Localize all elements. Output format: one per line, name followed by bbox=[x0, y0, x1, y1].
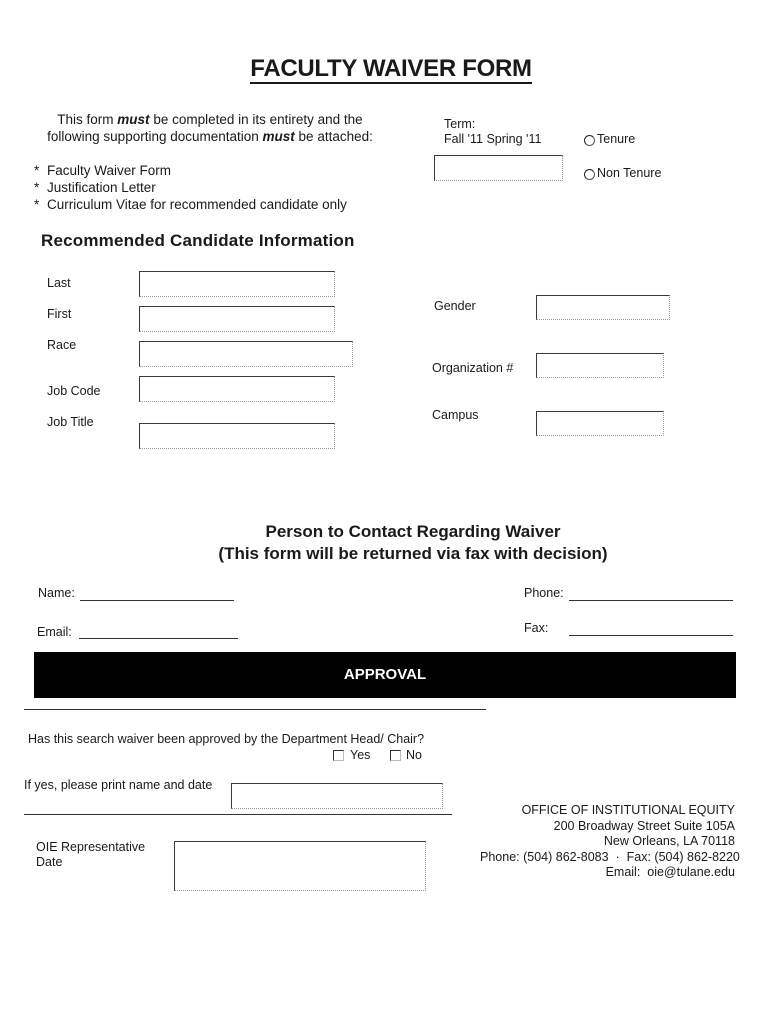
tenure-radio[interactable] bbox=[584, 135, 595, 146]
intro-line-2-pre: following supporting documentation bbox=[47, 129, 263, 144]
job-title-input[interactable] bbox=[139, 423, 335, 449]
oie-representative-label: OIE Representative bbox=[36, 840, 146, 854]
office-email: Email: oie@tulane.edu bbox=[605, 865, 735, 879]
non-tenure-label: Non Tenure bbox=[597, 166, 662, 180]
first-name-label: First bbox=[47, 307, 72, 321]
intro-line-1-post: be completed in its entirety and the bbox=[149, 112, 363, 127]
intro-line-2-post: be attached: bbox=[294, 129, 373, 144]
contact-subheading: (This form will be returned via fax with decision) bbox=[218, 544, 608, 563]
approval-bar: APPROVAL bbox=[34, 652, 736, 698]
tenure-label: Tenure bbox=[597, 132, 636, 146]
contact-heading: Person to Contact Regarding Waiver bbox=[265, 522, 561, 541]
contact-name-field[interactable] bbox=[80, 600, 234, 601]
oie-date-label: Date bbox=[36, 855, 63, 869]
candidate-section-heading: Recommended Candidate Information bbox=[41, 231, 355, 250]
office-street: 200 Broadway Street Suite 105A bbox=[553, 818, 735, 833]
oie-representative-input[interactable] bbox=[174, 841, 426, 891]
bullet-icon: * bbox=[34, 180, 40, 195]
first-name-input[interactable] bbox=[139, 306, 335, 332]
non-tenure-radio[interactable] bbox=[584, 169, 595, 180]
last-name-label: Last bbox=[47, 276, 71, 290]
job-title-label: Job Title bbox=[47, 415, 94, 429]
intro-line-2-emphasis: must bbox=[262, 129, 295, 144]
organization-number-label: Organization # bbox=[432, 361, 514, 375]
office-contact-block bbox=[480, 803, 740, 881]
print-name-date-label: If yes, please print name and date bbox=[24, 778, 213, 792]
term-value: Fall '11 Spring '11 bbox=[444, 132, 542, 146]
race-label: Race bbox=[47, 338, 77, 352]
job-code-input[interactable] bbox=[139, 376, 335, 402]
intro-line-1-emphasis: must bbox=[117, 112, 150, 127]
contact-phone-label: Phone: bbox=[524, 586, 564, 600]
document-item bbox=[34, 162, 171, 179]
gender-label: Gender bbox=[434, 299, 476, 313]
job-code-label: Job Code bbox=[47, 384, 101, 398]
document-item-label: Faculty Waiver Form bbox=[47, 163, 172, 178]
divider bbox=[24, 709, 486, 710]
contact-email-field[interactable] bbox=[79, 638, 238, 639]
contact-fax-field[interactable] bbox=[569, 635, 733, 636]
race-input[interactable] bbox=[139, 341, 353, 367]
contact-email-label: Email: bbox=[37, 625, 72, 639]
term-input[interactable] bbox=[434, 155, 563, 181]
document-item bbox=[34, 179, 156, 196]
office-name: OFFICE OF INSTITUTIONAL EQUITY bbox=[521, 803, 735, 817]
yes-checkbox[interactable] bbox=[333, 750, 344, 761]
bullet-icon: * bbox=[34, 163, 40, 178]
intro-line-1-pre: This form bbox=[57, 112, 118, 127]
last-name-input[interactable] bbox=[139, 271, 335, 297]
contact-name-label: Name: bbox=[38, 586, 75, 600]
divider bbox=[24, 814, 452, 815]
approval-question: Has this search waiver been approved by the Department Head/ Chair? bbox=[28, 732, 425, 746]
office-city: New Orleans, LA 70118 bbox=[603, 834, 735, 848]
intro-text bbox=[40, 111, 380, 145]
intro-line-2 bbox=[40, 128, 380, 145]
term-label: Term: bbox=[444, 117, 476, 131]
office-phone-fax: Phone: (504) 862-8083 · Fax: (504) 862-8220 bbox=[480, 849, 740, 864]
document-item-label: Curriculum Vitae for recommended candidate only bbox=[47, 197, 347, 212]
no-checkbox[interactable] bbox=[390, 750, 401, 761]
print-name-date-input[interactable] bbox=[231, 783, 443, 809]
document-item-label: Justification Letter bbox=[47, 180, 156, 195]
gender-input[interactable] bbox=[536, 295, 670, 320]
campus-label: Campus bbox=[432, 408, 479, 422]
no-label: No bbox=[406, 748, 422, 762]
bullet-icon: * bbox=[34, 197, 40, 212]
organization-number-input[interactable] bbox=[536, 353, 664, 378]
document-item bbox=[34, 196, 347, 213]
contact-phone-field[interactable] bbox=[569, 600, 733, 601]
form-title-text: FACULTY WAIVER FORM bbox=[250, 55, 532, 82]
campus-input[interactable] bbox=[536, 411, 664, 436]
contact-fax-label: Fax: bbox=[524, 621, 549, 635]
yes-label: Yes bbox=[350, 748, 371, 762]
form-title bbox=[0, 55, 770, 83]
intro-line-1 bbox=[40, 111, 380, 128]
